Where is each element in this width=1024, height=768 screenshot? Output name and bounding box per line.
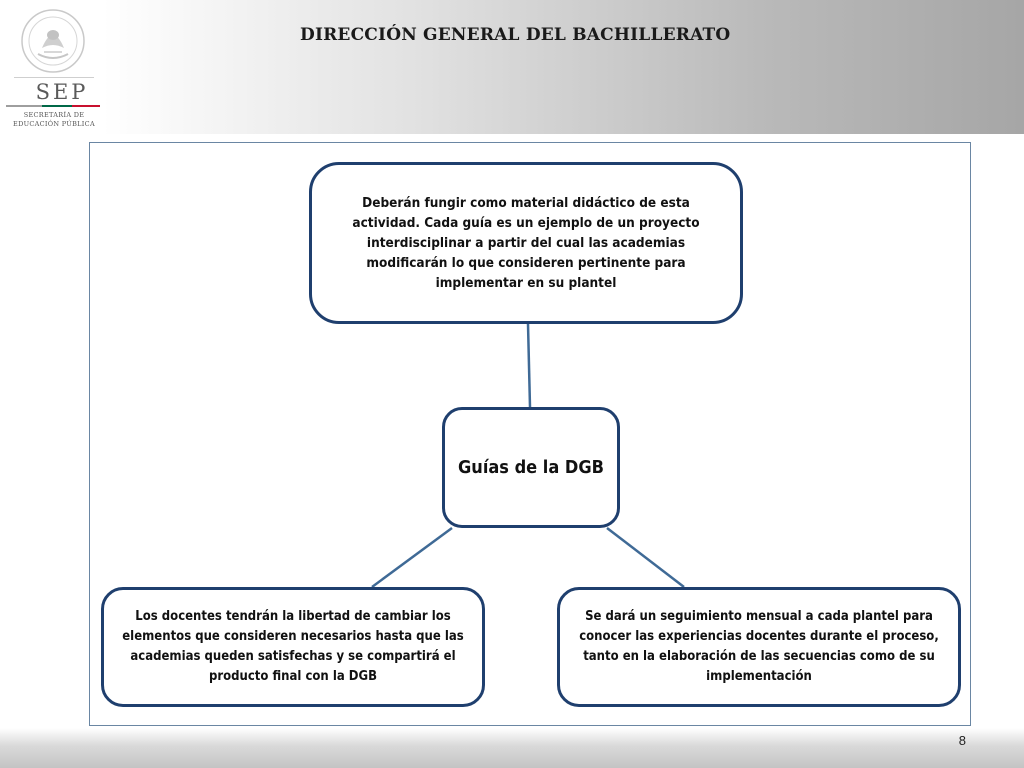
node-top-text: Deberán fungir como material didáctico de esta actividad. Cada guía es un ejemplo de un proyecto interdisciplinar a partir del cual las academias modificarán lo que consideren pertinente para implementar en su plantel: [352, 195, 700, 291]
sep-logo-subtitle: [4, 111, 104, 129]
sep-logo-subtitle-line2: EDUCACIÓN PÚBLICA: [13, 120, 95, 128]
sep-logo-stripe-red: [72, 105, 100, 107]
node-guias-dgb: [442, 407, 620, 528]
node-seguimiento-mensual: [557, 587, 961, 707]
page-number: 8: [958, 733, 966, 748]
node-docentes-libertad: [101, 587, 485, 707]
footer-bar: [0, 728, 1024, 768]
sep-logo-acronym: SEP: [35, 80, 89, 104]
sep-logo-stripe-gray: [6, 105, 42, 107]
sep-logo-subtitle-line1: SECRETARÍA DE: [23, 111, 85, 119]
coat-of-arms-seal-icon: [20, 8, 86, 74]
node-left-text: Los docentes tendrán la libertad de cambiar los elementos que consideren necesarios hasta que las academias queden satisfechas y se compartirá el producto final con la DGB: [122, 609, 464, 684]
node-material-didactico: [309, 162, 743, 324]
node-right-text: Se dará un seguimiento mensual a cada plantel para conocer las experiencias docentes durante el proceso, tanto en la elaboración de las secuencias como de su implementación: [579, 609, 939, 684]
sep-logo-stripe-green: [42, 105, 72, 107]
header-bar: [0, 0, 1024, 134]
node-center-label: Guías de la DGB: [458, 457, 604, 478]
logo-divider: [14, 77, 94, 78]
page-title: DIRECCIÓN GENERAL DEL BACHILLERATO: [300, 25, 731, 45]
